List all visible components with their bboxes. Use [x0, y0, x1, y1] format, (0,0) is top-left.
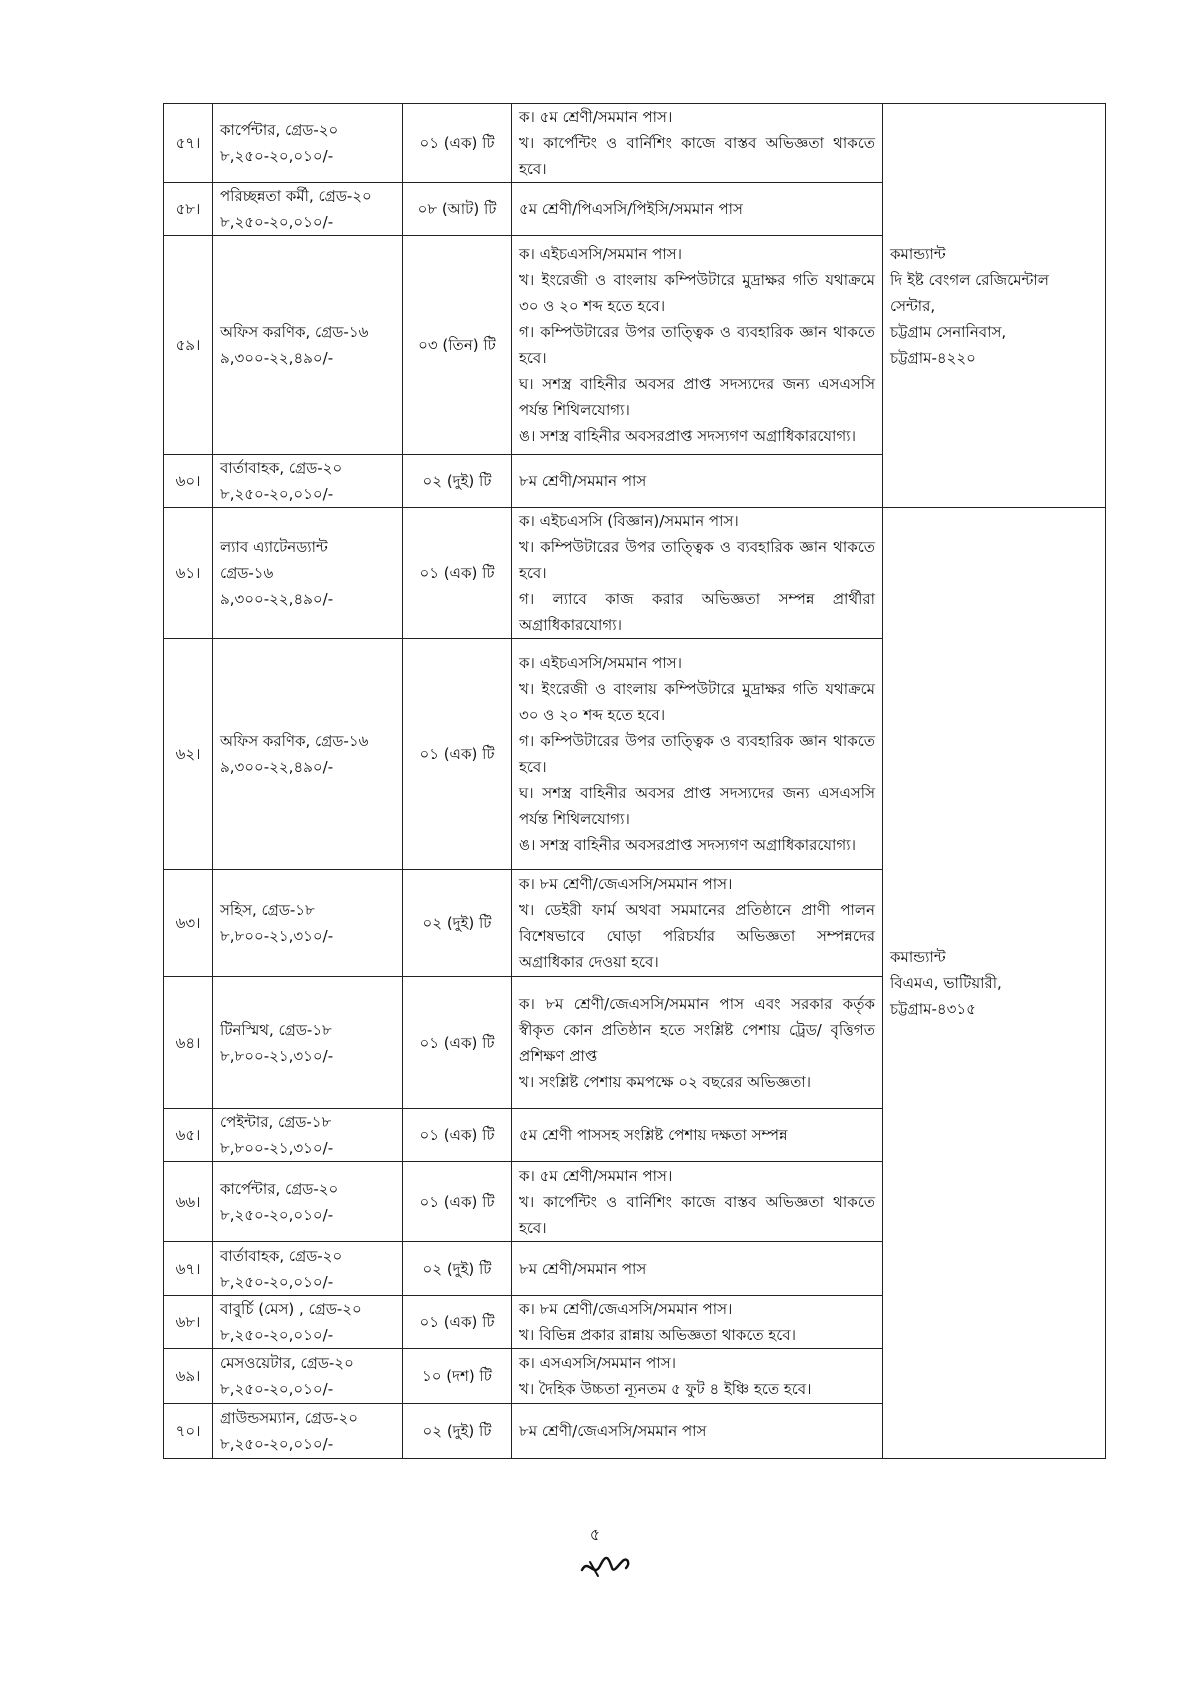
- post-count: ০১ (এক) টি: [403, 1296, 512, 1349]
- serial-number: ৬৩।: [164, 870, 213, 977]
- post-name: গ্রাউন্ডসম্যান, গ্রেড-২০ ৮,২৫০-২০,০১০/-: [213, 1404, 403, 1459]
- post-count: ০১ (এক) টি: [403, 508, 512, 639]
- serial-number: ৫৭।: [164, 104, 213, 183]
- serial-number: ৭০।: [164, 1404, 213, 1459]
- post-name: কার্পেন্টার, গ্রেড-২০ ৮,২৫০-২০,০১০/-: [213, 1162, 403, 1242]
- post-name: পরিচ্ছন্নতা কর্মী, গ্রেড-২০ ৮,২৫০-২০,০১০/-: [213, 183, 403, 236]
- qualification: ক। ৫ম শ্রেণী/সমমান পাস। খ। কার্পেন্টিং ও বার্নিশিং কাজে বাস্তব অভিজ্ঞতা থাকতে হবে।: [512, 104, 883, 183]
- serial-number: ৬২।: [164, 639, 213, 870]
- post-count: ০৮ (আট) টি: [403, 183, 512, 236]
- post-name: কার্পেন্টার, গ্রেড-২০ ৮,২৫০-২০,০১০/-: [213, 104, 403, 183]
- post-count: ০২ (দুই) টি: [403, 455, 512, 508]
- post-name: পেইন্টার, গ্রেড-১৮ ৮,৮০০-২১,৩১০/-: [213, 1109, 403, 1162]
- post-count: ০১ (এক) টি: [403, 977, 512, 1109]
- post-count: ০২ (দুই) টি: [403, 1404, 512, 1459]
- qualification: ক। এইচএসসি/সমমান পাস। খ। ইংরেজী ও বাংলায় কম্পিউটারে মুদ্রাক্ষর গতি যথাক্রমে ৩০ ও ২০ শব্দ হতে হবে। গ। কম্পিউটারের উপর তাত্ত্বিক ও ব্যবহারিক জ্ঞান থাকতে হবে। ঘ। সশস্ত্র বাহিনীর অবসর প্রাপ্ত সদস্যদের জন্য এসএসসি পর্যন্ত শিথিলযোগ্য। ঙ। সশস্ত্র বাহিনীর অবসরপ্রাপ্ত সদস্যগণ অগ্রাধিকারযোগ্য।: [512, 639, 883, 870]
- post-name: সহিস, গ্রেড-১৮ ৮,৮০০-২১,৩১০/-: [213, 870, 403, 977]
- qualification: ক। এইচএসসি/সমমান পাস। খ। ইংরেজী ও বাংলায় কম্পিউটারে মুদ্রাক্ষর গতি যথাক্রমে ৩০ ও ২০ শব্দ হতে হবে। গ। কম্পিউটারের উপর তাত্ত্বিক ও ব্যবহারিক জ্ঞান থাকতে হবে। ঘ। সশস্ত্র বাহিনীর অবসর প্রাপ্ত সদস্যদের জন্য এসএসসি পর্যন্ত শিথিলযোগ্য। ঙ। সশস্ত্র বাহিনীর অবসরপ্রাপ্ত সদস্যগণ অগ্রাধিকারযোগ্য।: [512, 236, 883, 455]
- office-address: কমান্ড্যান্ট দি ইষ্ট বেংগল রেজিমেন্টাল সেন্টার, চট্টগ্রাম সেনানিবাস, চট্টগ্রাম-৪২২০: [883, 104, 1106, 508]
- serial-number: ৫৯।: [164, 236, 213, 455]
- serial-number: ৬০।: [164, 455, 213, 508]
- qualification: ক। ৮ম শ্রেণী/জেএসসি/সমমান পাস এবং সরকার কর্তৃক স্বীকৃত কোন প্রতিষ্ঠান হতে সংশ্লিষ্ট পেশায় ট্রেড/ বৃত্তিগত প্রশিক্ষণ প্রাপ্ত খ। সংশ্লিষ্ট পেশায় কমপক্ষে ০২ বছরের অভিজ্ঞতা।: [512, 977, 883, 1109]
- post-count: ০২ (দুই) টি: [403, 1242, 512, 1296]
- office-address: কমান্ড্যান্ট বিএমএ, ভাটিয়ারী, চট্টগ্রাম-৪৩১৫: [883, 508, 1106, 1459]
- page-number: ৫: [589, 1525, 601, 1544]
- post-count: ০১ (এক) টি: [403, 639, 512, 870]
- table-row: [164, 104, 1106, 183]
- serial-number: ৬৪।: [164, 977, 213, 1109]
- qualification: ৮ম শ্রেণী/সমমান পাস: [512, 1242, 883, 1296]
- qualification: ৫ম শ্রেণী পাসসহ সংশ্লিষ্ট পেশায় দক্ষতা সম্পন্ন: [512, 1109, 883, 1162]
- table-row: [164, 508, 1106, 639]
- post-count: ০৩ (তিন) টি: [403, 236, 512, 455]
- qualification: ক। ৫ম শ্রেণী/সমমান পাস। খ। কার্পেন্টিং ও বার্নিশিং কাজে বাস্তব অভিজ্ঞতা থাকতে হবে।: [512, 1162, 883, 1242]
- serial-number: ৬৯।: [164, 1349, 213, 1404]
- post-name: বার্তাবাহক, গ্রেড-২০ ৮,২৫০-২০,০১০/-: [213, 455, 403, 508]
- post-name: অফিস করণিক, গ্রেড-১৬ ৯,৩০০-২২,৪৯০/-: [213, 236, 403, 455]
- qualification: ৮ম শ্রেণী/সমমান পাস: [512, 455, 883, 508]
- qualification: ৮ম শ্রেণী/জেএসসি/সমমান পাস: [512, 1404, 883, 1459]
- serial-number: ৬১।: [164, 508, 213, 639]
- post-count: ০১ (এক) টি: [403, 1109, 512, 1162]
- post-name: মেসওয়েটার, গ্রেড-২০ ৮,২৫০-২০,০১০/-: [213, 1349, 403, 1404]
- qualification: ৫ম শ্রেণী/পিএসসি/পিইসি/সমমান পাস: [512, 183, 883, 236]
- qualification: ক। ৮ম শ্রেণী/জেএসসি/সমমান পাস। খ। বিভিন্ন প্রকার রান্নায় অভিজ্ঞতা থাকতে হবে।: [512, 1296, 883, 1349]
- signature: [578, 1548, 634, 1584]
- serial-number: ৬৫।: [164, 1109, 213, 1162]
- serial-number: ৬৬।: [164, 1162, 213, 1242]
- post-name: বার্তাবাহক, গ্রেড-২০ ৮,২৫০-২০,০১০/-: [213, 1242, 403, 1296]
- serial-number: ৬৮।: [164, 1296, 213, 1349]
- qualification: ক। এসএসসি/সমমান পাস। খ। দৈহিক উচ্চতা ন্যূনতম ৫ ফুট ৪ ইঞ্চি হতে হবে।: [512, 1349, 883, 1404]
- post-count: ০২ (দুই) টি: [403, 870, 512, 977]
- post-count: ০১ (এক) টি: [403, 104, 512, 183]
- qualification: ক। ৮ম শ্রেণী/জেএসসি/সমমান পাস। খ। ডেইরী ফার্ম অথবা সমমানের প্রতিষ্ঠানে প্রাণী পালন বিশেষভাবে ঘোড়া পরিচর্যার অভিজ্ঞতা সম্পন্নদের অগ্রাধিকার দেওয়া হবে।: [512, 870, 883, 977]
- post-name: টিনস্মিথ, গ্রেড-১৮ ৮,৮০০-২১,৩১০/-: [213, 977, 403, 1109]
- post-name: অফিস করণিক, গ্রেড-১৬ ৯,৩০০-২২,৪৯০/-: [213, 639, 403, 870]
- serial-number: ৫৮।: [164, 183, 213, 236]
- post-count: ১০ (দশ) টি: [403, 1349, 512, 1404]
- job-table: [163, 103, 1106, 1459]
- post-name: ল্যাব এ্যাটেনড্যান্ট গ্রেড-১৬ ৯,৩০০-২২,৪৯০/-: [213, 508, 403, 639]
- qualification: ক। এইচএসসি (বিজ্ঞান)/সমমান পাস। খ। কম্পিউটারের উপর তাত্ত্বিক ও ব্যবহারিক জ্ঞান থাকতে হবে। গ। ল্যাবে কাজ করার অভিজ্ঞতা সম্পন্ন প্রার্থীরা অগ্রাধিকারযোগ্য।: [512, 508, 883, 639]
- serial-number: ৬৭।: [164, 1242, 213, 1296]
- post-name: বাবুর্চি (মেস) , গ্রেড-২০ ৮,২৫০-২০,০১০/-: [213, 1296, 403, 1349]
- post-count: ০১ (এক) টি: [403, 1162, 512, 1242]
